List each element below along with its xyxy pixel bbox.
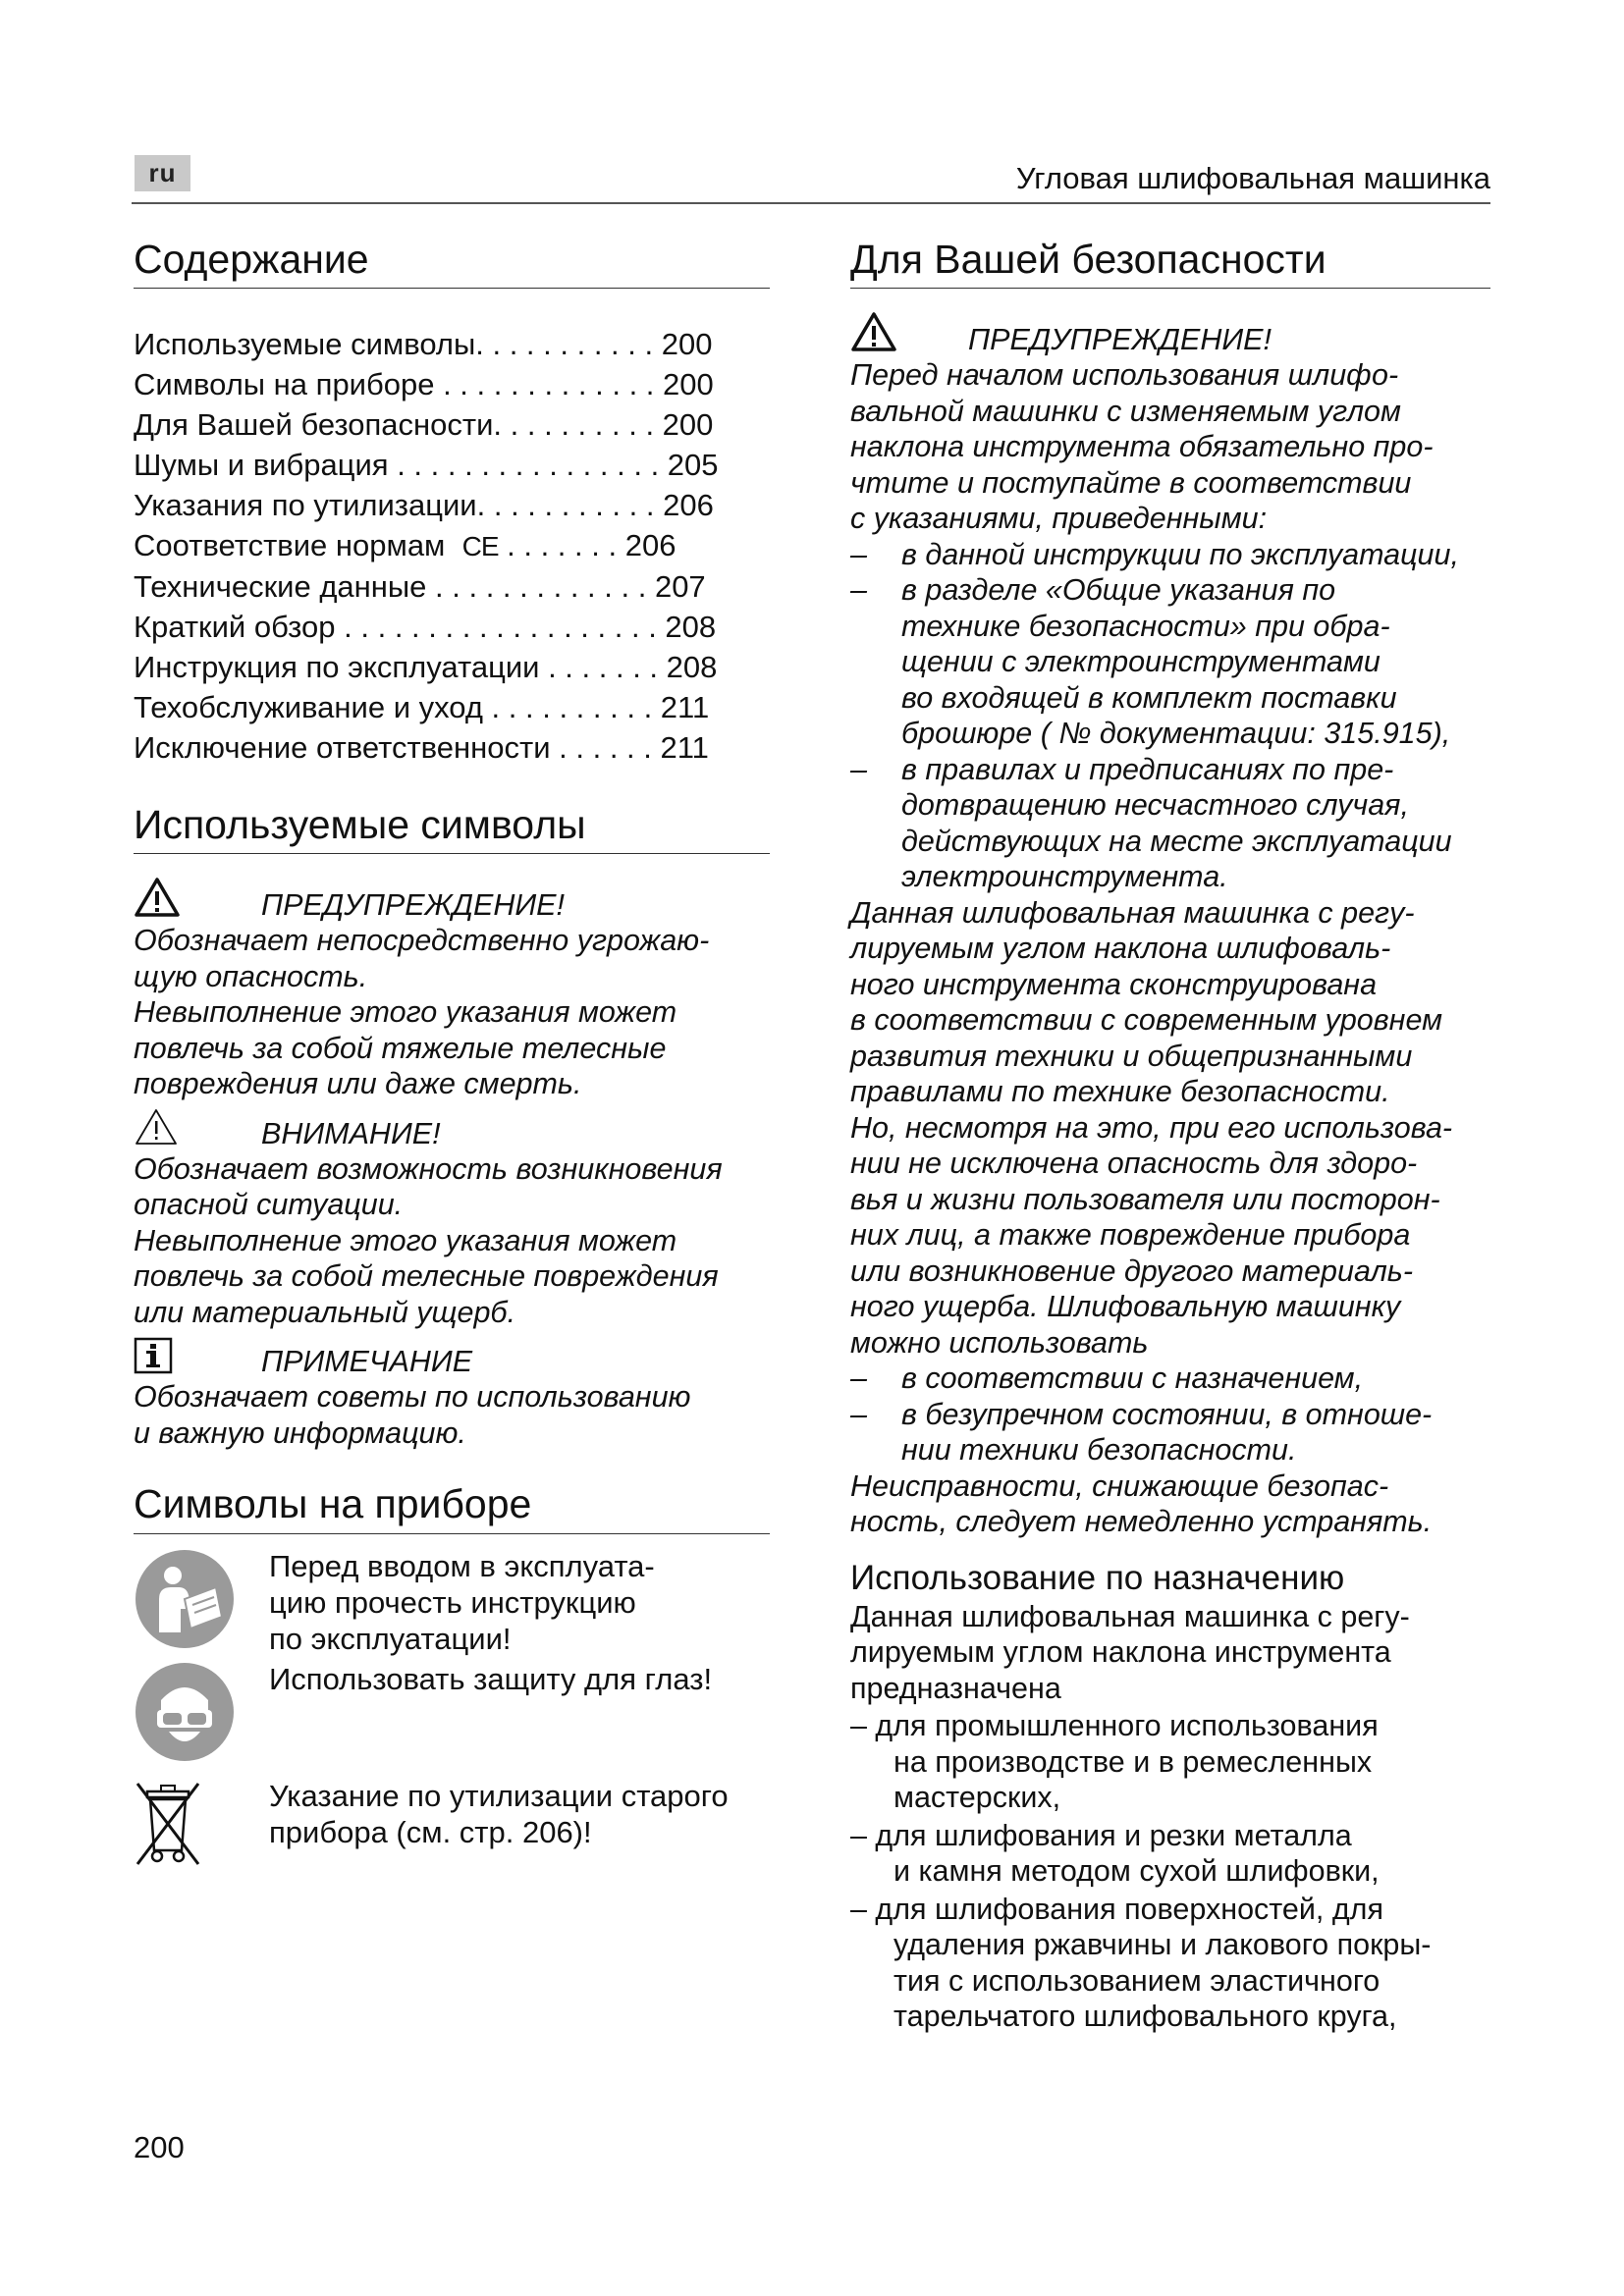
list-item: – для шлифования поверхностей, для удаления ржавчины и лакового покры- тия с использованием эластичного тарельчатого шлифовального круга,: [850, 1892, 1432, 2034]
warning-triangle-icon: [134, 877, 261, 923]
toc-item[interactable]: Инструкция по эксплуатации . . . . . . . 208: [134, 650, 718, 685]
list-item: – для промышленного использования на производстве и в ремесленных мастерских,: [850, 1709, 1379, 1815]
toc-item[interactable]: Символы на приборе . . . . . . . . . . . . . 200: [134, 367, 714, 402]
header-title: Угловая шлифовальная машинка: [1015, 161, 1490, 195]
toc-item[interactable]: Технические данные . . . . . . . . . . . . . 207: [134, 569, 706, 605]
use-items: [850, 1361, 1490, 1468]
ce-mark-icon: CE: [461, 531, 499, 562]
info-icon: [134, 1337, 261, 1379]
toc-item[interactable]: [134, 525, 770, 566]
toc-item-label: Соответствие нормам: [134, 528, 446, 563]
toc-item-page: . . . . . . . 206: [498, 528, 677, 563]
note-text: Обозначает советы по использованию и важную информацию.: [134, 1380, 691, 1450]
toc-list: [134, 324, 770, 768]
weee-bin-icon: [134, 1778, 269, 1875]
toc-item[interactable]: Техобслуживание и уход . . . . . . . . . . 211: [134, 690, 710, 725]
page-number: 200: [134, 2130, 185, 2164]
toc-item[interactable]: Шумы и вибрация . . . . . . . . . . . . . . . . 205: [134, 448, 719, 483]
device-symbols-title: Символы на приборе: [134, 1480, 770, 1533]
toc-item[interactable]: Используемые символы. . . . . . . . . . . 200: [134, 327, 713, 362]
note-label: ПРИМЕЧАНИЕ: [261, 1345, 473, 1379]
warning-intro: Перед началом использования шлифо- вальной машинки с изменяемым углом наклона инструмента обязательно про- чтите и поступайте в соответствии с указаниями, приведенными:: [850, 358, 1434, 536]
caution-label: ВНИМАНИЕ!: [261, 1116, 441, 1150]
warning-label: ПРЕДУПРЕЖДЕНИЕ!: [968, 323, 1272, 357]
eye-protection-text: Использовать защиту для глаз!: [269, 1661, 713, 1696]
symbol-row-eye-protection: [134, 1661, 770, 1768]
left-column: [134, 236, 770, 1875]
fault-text: Неисправности, снижающие безопас- ность, следует немедленно устранять.: [850, 1468, 1433, 1539]
warning-label: ПРЕДУПРЕЖДЕНИЕ!: [261, 888, 565, 923]
list-item: – в данной инструкции по эксплуатации,: [850, 537, 1490, 573]
caution-text: Обозначает возможность возникновения опасной ситуации. Невыполнение этого указания может повлечь за собой телесные повреждения или материальный ущерб.: [134, 1151, 723, 1329]
read-manual-icon: [134, 1548, 269, 1657]
safety-title: Для Вашей безопасности: [850, 236, 1490, 289]
read-manual-text: Перед вводом в эксплуата- цию прочесть инструкцию по эксплуатации!: [269, 1548, 655, 1656]
eye-protection-icon: [134, 1661, 269, 1768]
toc-title: Содержание: [134, 236, 770, 289]
symbol-row-weee: [134, 1778, 770, 1875]
list-item: – в разделе «Общие указания по технике безопасности» при обра- щении с электроинструментами во входящей в комплект поставки брошюре ( № документации: 315.915),: [850, 572, 1490, 752]
toc-item[interactable]: Для Вашей безопасности. . . . . . . . . . 200: [134, 407, 714, 443]
toc-item[interactable]: Краткий обзор . . . . . . . . . . . . . . . . . . . 208: [134, 610, 717, 645]
right-column: [850, 236, 1490, 2035]
symbol-row-read-manual: [134, 1548, 770, 1657]
weee-text: Указание по утилизации старого прибора (см. стр. 206)!: [269, 1778, 729, 1849]
language-badge: ru: [135, 155, 190, 191]
safety-warning-block: [850, 314, 1490, 1540]
intended-use-title: Использование по назначению: [850, 1558, 1345, 1597]
intended-items: [850, 1708, 1490, 2035]
intended-intro: Данная шлифовальная машинка с регу- лируемым углом наклона инструмента предназначена: [850, 1599, 1410, 1705]
header-rule: [132, 202, 1490, 204]
list-item: – для шлифования и резки металла и камня методом сухой шлифовки,: [850, 1818, 1380, 1889]
warning-block: [134, 880, 770, 1102]
design-text: Данная шлифовальная машинка с регу- лируемым углом наклона шлифоваль- ного инструмента сконструирована в соответствии с современным уровнем развития техники и общепризнанными правилами по технике безопасности. Но, несмотря на это, при его использова- нии не исключена опасность для здоро- вья и жизни пользователя или посторон- них лиц, а также повреждение прибора или возникновение другого материаль- ного ущерба. Шлифовальную машинку можно использовать: [850, 895, 1453, 1360]
caution-triangle-icon: [134, 1107, 261, 1151]
list-item: – в безупречном состоянии, в отноше- нии техники безопасности.: [850, 1397, 1490, 1468]
warning-items: [850, 537, 1490, 895]
warning-triangle-icon: [850, 311, 968, 357]
note-block: [134, 1336, 770, 1451]
list-item: – в правилах и предписаниях по пре- дотвращению несчастного случая, действующих на месте эксплуатации электроинструмента.: [850, 752, 1490, 895]
toc-item[interactable]: Исключение ответственности . . . . . . 211: [134, 730, 709, 766]
warning-text: Обозначает непосредственно угрожаю- щую опасность. Невыполнение этого указания может повлечь за собой тяжелые телесные повреждения или даже смерть.: [134, 924, 710, 1101]
list-item: – в соответствии с назначением,: [850, 1361, 1490, 1397]
toc-item[interactable]: Указания по утилизации. . . . . . . . . . . 206: [134, 488, 714, 523]
caution-block: [134, 1108, 770, 1331]
symbols-section-title: Используемые символы: [134, 801, 770, 854]
